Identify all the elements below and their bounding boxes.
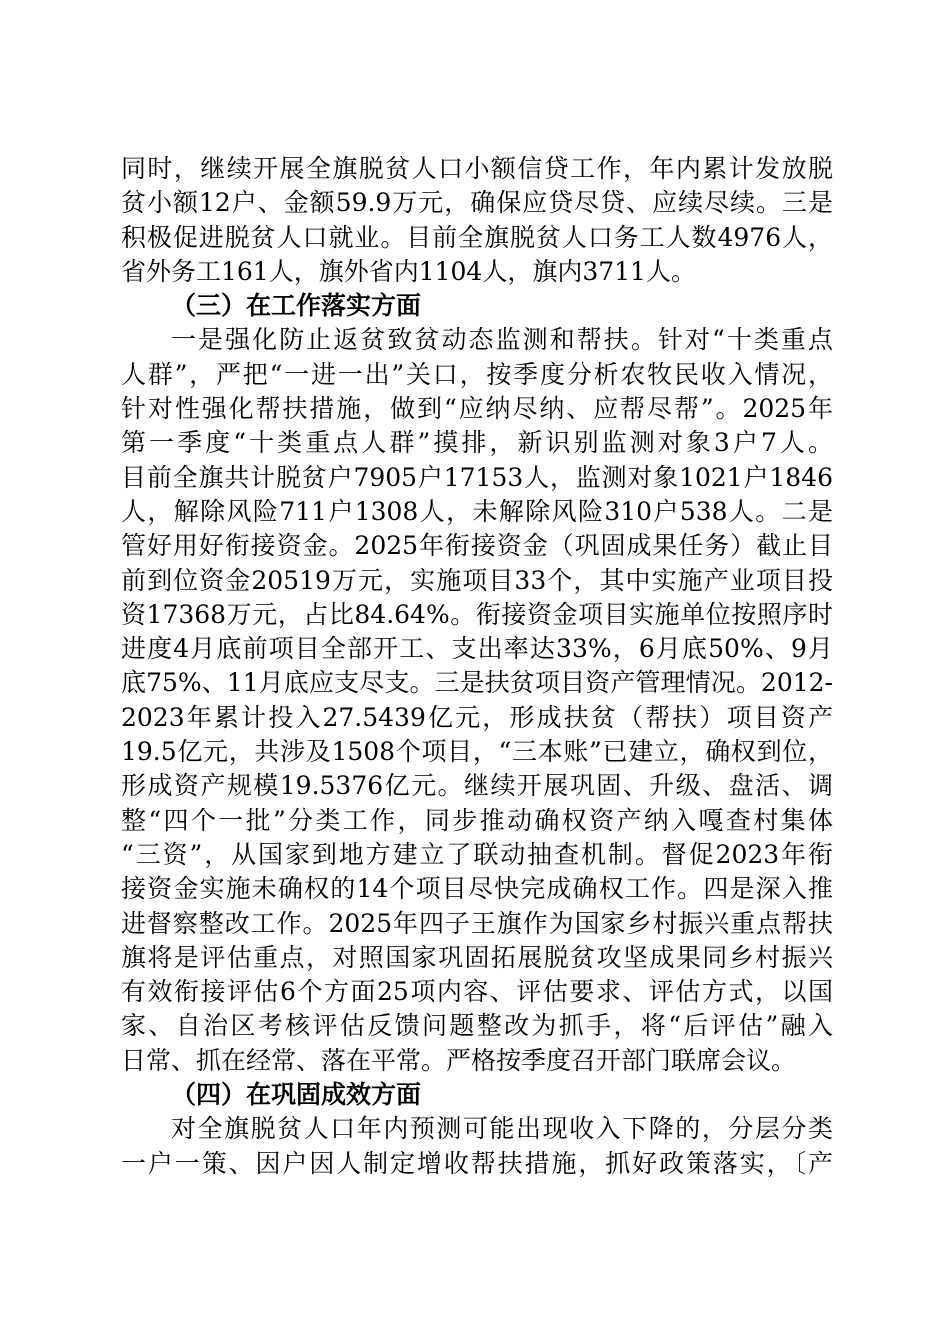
text-line: 人群”，严把“一进一出”关口，按季度分析农牧民收入情况， xyxy=(121,359,833,389)
text-line: 一是强化防止返贫致贫动态监测和帮扶。针对“十类重点 xyxy=(171,325,833,355)
text-line: 针对性强化帮扶措施，做到“应纳尽纳、应帮尽帮”。2025年 xyxy=(121,394,833,424)
text-line: 接资金实施未确权的14个项目尽快完成确权工作。四是深入推 xyxy=(121,874,833,904)
paragraph-employment-credit xyxy=(121,152,833,289)
text-line: 积极促进脱贫人口就业。目前全旗脱贫人口务工人数4976人， xyxy=(121,222,833,252)
text-line: 对全旗脱贫人口年内预测可能出现收入下降的，分层分类 xyxy=(171,1114,833,1144)
text-line: “三资”，从国家到地方建立了联动抽查机制。督促2023年衔 xyxy=(121,839,833,869)
text-line: 前到位资金20519万元，实施项目33个，其中实施产业项目投 xyxy=(121,565,833,595)
text-line: 形成资产规模19.5376亿元。继续开展巩固、升级、盘活、调 xyxy=(121,771,833,801)
text-line: 底75%、11月底应支尽支。三是扶贫项目资产管理情况。2012- xyxy=(121,668,833,698)
paragraph-consolidation-results xyxy=(121,1112,833,1181)
text-line: 进度4月底前项目全部开工、支出率达33%，6月底50%、9月 xyxy=(121,634,833,664)
text-line: 有效衔接评估6个方面25项内容、评估要求、评估方式，以国 xyxy=(121,977,833,1007)
text-line: 同时，继续开展全旗脱贫人口小额信贷工作，年内累计发放脱 xyxy=(121,154,833,183)
text-line: 管好用好衔接资金。2025年衔接资金（巩固成果任务）截止目 xyxy=(121,531,833,561)
text-line: 日常、抓在经常、落在平常。严格按季度召开部门联席会议。 xyxy=(121,1045,797,1075)
paragraph-work-implementation xyxy=(121,323,833,1078)
text-line: 目前全旗共计脱贫户7905户17153人，监测对象1021户1846 xyxy=(121,462,833,492)
text-line: 旗将是评估重点，对照国家巩固拓展脱贫攻坚成果同乡村振兴 xyxy=(121,942,833,972)
text-line: 人，解除风险711户1308人，未解除风险310户538人。二是 xyxy=(121,496,833,526)
text-line: 资17368万元，占比84.64%。衔接资金项目实施单位按照序时 xyxy=(121,599,833,629)
text-line: 一户一策、因户因人制定增收帮扶措施，抓好政策落实，〔产 xyxy=(121,1148,833,1178)
text-line: 19.5亿元，共涉及1508个项目，“三本账”已建立，确权到位， xyxy=(121,737,833,767)
text-line: 进督察整改工作。2025年四子王旗作为国家乡村振兴重点帮扶 xyxy=(121,908,833,938)
section-heading-work-implementation: （三）在工作落实方面 xyxy=(171,291,422,321)
text-line: 第一季度“十类重点人群”摸排，新识别监测对象3户7人。 xyxy=(121,428,833,458)
text-line: 贫小额12户、金额59.9万元，确保应贷尽贷、应续尽续。三是 xyxy=(121,188,833,218)
document-body xyxy=(121,152,833,1181)
text-line: 省外务工161人，旗外省内1104人，旗内3711人。 xyxy=(121,256,696,286)
section-heading-consolidation-results: （四）在巩固成效方面 xyxy=(171,1080,422,1110)
text-line: 家、自治区考核评估反馈问题整改为抓手，将“后评估”融入 xyxy=(121,1011,833,1041)
text-line: 2023年累计投入27.5439亿元，形成扶贫（帮扶）项目资产 xyxy=(121,702,833,732)
text-line: 整“四个一批”分类工作，同步推动确权资产纳入嘎查村集体 xyxy=(121,805,833,835)
